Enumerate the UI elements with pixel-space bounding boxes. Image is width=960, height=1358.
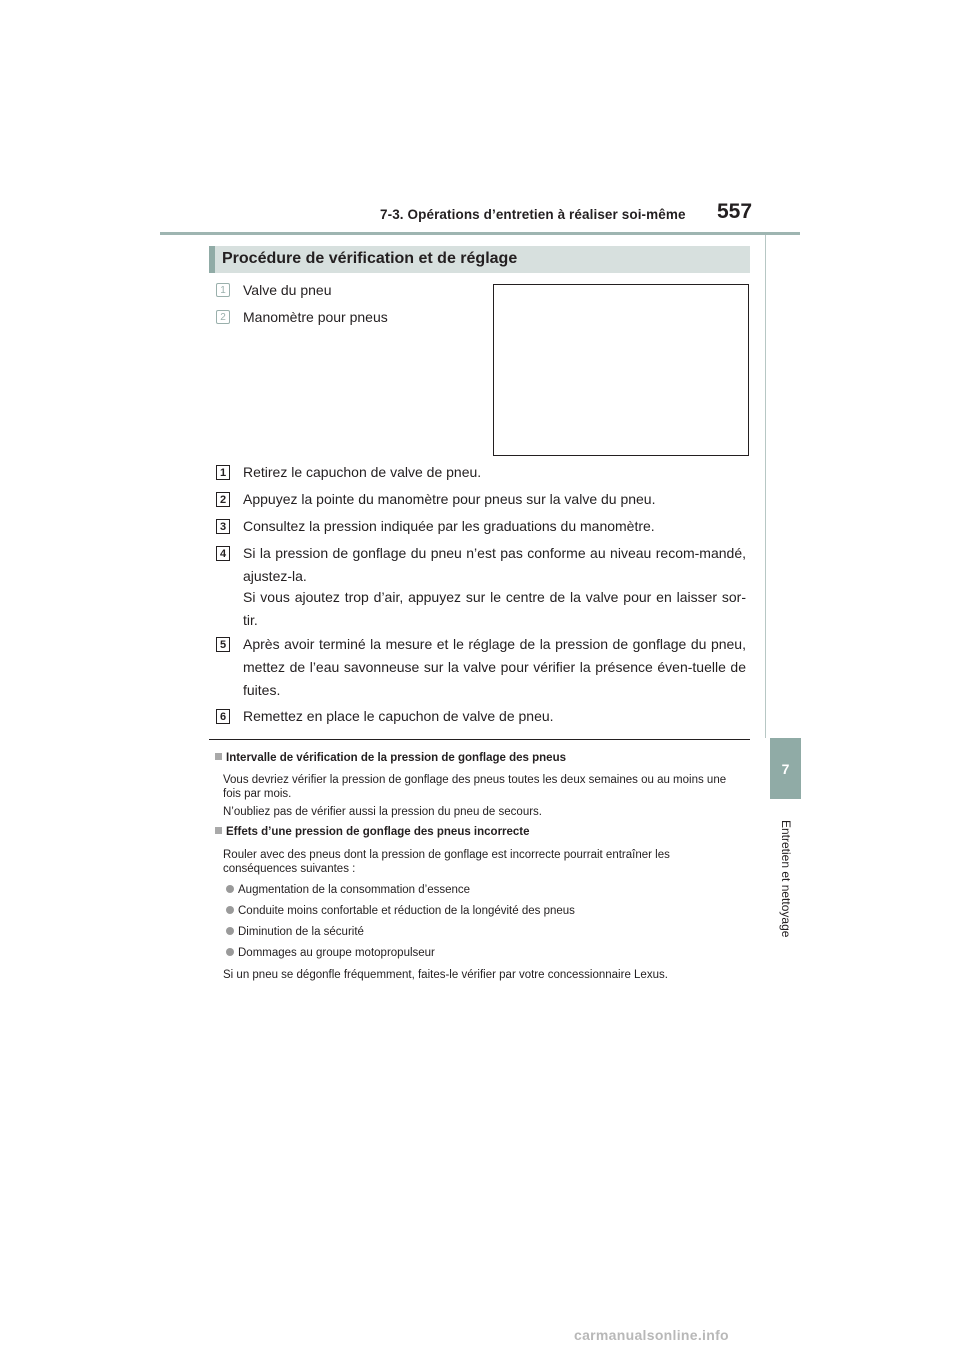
section-title: Procédure de vérification et de réglage [222,250,518,267]
figure-marker-1: 1 [216,283,230,297]
figure-label-valve: Valve du pneu [243,282,332,298]
section-header-accent [209,246,215,273]
figure-label-gauge: Manomètre pour pneus [243,309,388,325]
step-6-text: Remettez en place le capuchon de valve de pneu. [243,708,554,724]
section-divider [209,739,750,740]
step-1-text: Retirez le capuchon de valve de pneu. [243,464,482,480]
bullet-item: Diminution de la sécurité [226,926,364,938]
step-number-4: 4 [216,546,230,561]
bullet-dot-icon [226,948,234,956]
watermark: carmanualsonline.info [574,1327,729,1343]
figure-marker-2: 2 [216,310,230,324]
header-rule [160,232,800,235]
step-number-3: 3 [216,519,230,534]
step-2-text: Appuyez la pointe du manomètre pour pneus sur la valve du pneu. [243,491,656,507]
bullet-dot-icon [226,885,234,893]
bullet-dot-icon [226,906,234,914]
illustration-frame [493,284,749,456]
side-tab-line [765,235,766,738]
bullet-dot-icon [226,927,234,935]
step-number-5: 5 [216,637,230,652]
note-footer: Si un pneu se dégonfle fréquemment, faites-le vérifier par votre concessionnaire Lexus. [223,969,668,981]
bullet-item: Dommages au groupe motopropulseur [226,947,435,959]
step-number-2: 2 [216,492,230,507]
page-number: 557 [717,200,753,223]
note-heading-interval: Intervalle de vérification de la pression de gonflage des pneus [215,752,566,764]
note-body-interval: Vous devriez vérifier la pression de gonflage des pneus toutes les deux semaines ou au moins une fois par mois. [223,774,727,800]
square-bullet-icon [215,753,222,760]
bullet-item: Augmentation de la consommation d’essence [226,884,470,896]
step-4-text: Si la pression de gonflage du pneu n’est pas conforme au niveau recom-mandé, ajustez-la. [243,545,746,584]
step-3-text: Consultez la pression indiquée par les graduations du manomètre. [243,518,655,534]
note-body-spare: N’oubliez pas de vérifier aussi la pression du pneu de secours. [223,806,542,818]
step-4-extra-text: Si vous ajoutez trop d’air, appuyez sur le centre de la valve pour en laisser sor-tir. [243,589,746,628]
step-number-1: 1 [216,465,230,480]
step-number-6: 6 [216,709,230,724]
square-bullet-icon [215,827,222,834]
bullet-item: Conduite moins confortable et réduction de la longévité des pneus [226,905,575,917]
chapter-label: Entretien et nettoyage [779,820,793,938]
step-5-text: Après avoir terminé la mesure et le réglage de la pression de gonflage du pneu, mettez de l’eau savonneuse sur la valve pour vérifier la présence éven-tuelle de fuites. [243,636,746,698]
note-body-effects: Rouler avec des pneus dont la pression de gonflage est incorrecte pourrait entraîner les conséquences suivantes : [223,849,670,875]
running-header-title: 7-3. Opérations d’entretien à réaliser soi-même [380,207,686,222]
chapter-number: 7 [781,760,790,777]
note-heading-effects: Effets d’une pression de gonflage des pneus incorrecte [215,826,530,838]
